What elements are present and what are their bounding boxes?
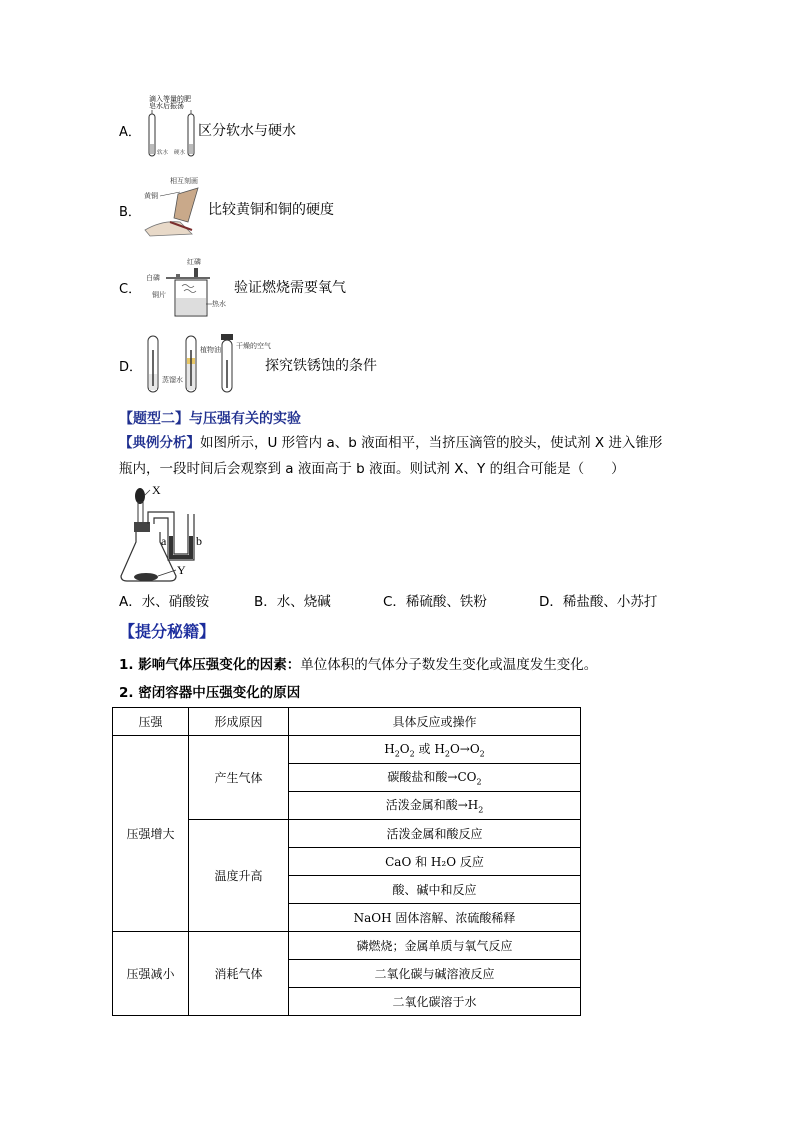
option-d-text: 探究铁锈蚀的条件	[265, 358, 377, 374]
option-d-label: D．	[119, 360, 143, 375]
table-header-row	[113, 708, 581, 736]
flask-u-tube-figure	[118, 484, 208, 584]
choice-c: C．稀硫酸、铁粉	[383, 594, 487, 610]
question-line2: 瓶内，一段时间后会观察到 a 液面高于 b 液面。则试剂 X、Y 的组合可能是（ ）	[119, 461, 625, 477]
option-a-label: A．	[119, 125, 141, 140]
cell-temp-2: CaO 和 H₂O 反应	[289, 848, 581, 876]
header-reaction: 具体反应或操作	[289, 708, 581, 736]
fig-d-water: 蒸馏水	[162, 376, 183, 384]
tips-point1-bold: 1. 影响气体压强变化的因素：	[119, 657, 301, 673]
pressure-table	[112, 707, 581, 1016]
section-title: 【题型二】与压强有关的实验	[119, 411, 301, 427]
label-x: X	[152, 483, 161, 497]
cell-carbonate: 碳酸盐和酸$\to CO_2$	[289, 764, 581, 792]
phosphorus-burning-figure	[140, 254, 235, 320]
label-y: Y	[177, 563, 186, 577]
choice-d: D．稀盐酸、小苏打	[539, 594, 658, 610]
tips-point1-text: 单位体积的气体分子数发生变化或温度发生变化。	[300, 657, 598, 673]
cell-consume-2: 二氧化碳与碱溶液反应	[289, 960, 581, 988]
tips-point1	[119, 653, 597, 673]
example-tag: 【典例分析】	[119, 435, 200, 451]
iron-rust-figure	[140, 330, 271, 398]
table-row	[113, 736, 581, 764]
label-b: b	[196, 534, 202, 548]
cell-consume-gas: 消耗气体	[189, 932, 289, 1016]
fig-c-label-2: 白磷	[146, 274, 160, 282]
cell-temp-3: 酸、碱中和反应	[289, 876, 581, 904]
tips-point2: 2. 密闭容器中压强变化的原因	[119, 685, 301, 701]
tips-title: 【提分秘籍】	[119, 622, 216, 641]
option-c-text: 验证燃烧需要氧气	[234, 280, 346, 296]
fig-b-label-1: 相互刻画	[170, 177, 198, 185]
fig-c-label-1: 红磷	[187, 258, 201, 266]
cell-increase: 压强增大	[113, 736, 189, 932]
fig-a-label-1: 滴入等量的肥	[149, 95, 191, 103]
fig-d-air: 干燥的空气	[236, 342, 271, 350]
brass-scratch-figure	[140, 174, 210, 238]
option-b-label: B．	[119, 205, 141, 220]
cell-decrease: 压强减小	[113, 932, 189, 1016]
option-c-label: C．	[119, 282, 142, 297]
cell-h2o2: $H_2O_2$ 或 $H_2O\to O_2$	[289, 736, 581, 764]
cell-consume-3: 二氧化碳溶于水	[289, 988, 581, 1016]
option-a-text: 区分软水与硬水	[198, 123, 296, 139]
choice-a: A．水、硝酸铵	[119, 594, 210, 610]
cell-temp-1: 活泼金属和酸反应	[289, 820, 581, 848]
example-question	[119, 430, 699, 482]
cell-consume-1: 磷燃烧；金属单质与氧气反应	[289, 932, 581, 960]
fig-c-label-4: 热水	[212, 300, 226, 308]
table-row	[113, 932, 581, 960]
fig-a-label-2: 皂水后振荡	[149, 102, 184, 110]
label-a: a	[161, 534, 167, 548]
cell-temp-rise: 温度升高	[189, 820, 289, 932]
option-b-text: 比较黄铜和铜的硬度	[208, 202, 334, 218]
fig-a-hard: 硬水	[174, 150, 186, 156]
fig-c-label-3: 铜片	[152, 291, 166, 299]
test-tubes-soap-figure	[140, 94, 205, 164]
cell-produce-gas: 产生气体	[189, 736, 289, 820]
header-pressure: 压强	[113, 708, 189, 736]
fig-d-oil: 植物油	[200, 346, 221, 354]
question-line1: 如图所示，U 形管内 a、b 液面相平，当挤压滴管的胶头，使试剂 X 进入锥形	[200, 435, 663, 451]
cell-metal-acid-h2: 活泼金属和酸$\to H_2$	[289, 792, 581, 820]
choice-b: B．水、烧碱	[254, 594, 331, 610]
fig-a-soft: 软水	[157, 150, 169, 156]
cell-temp-4: NaOH 固体溶解、浓硫酸稀释	[289, 904, 581, 932]
header-cause: 形成原因	[189, 708, 289, 736]
fig-b-label-2: 黄铜	[144, 192, 158, 200]
